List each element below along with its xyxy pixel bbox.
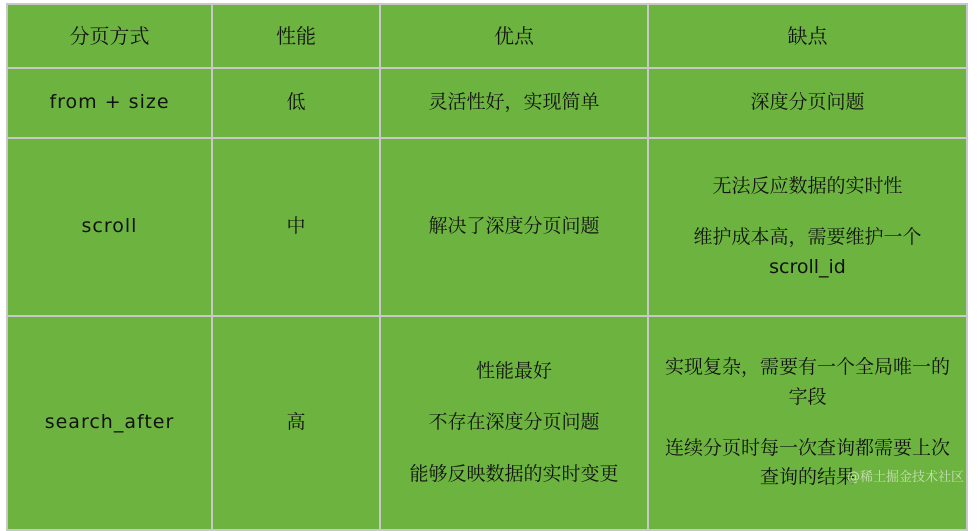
cell-pros xyxy=(380,138,648,316)
cell-pros-line: 能够反映数据的实时变更 xyxy=(409,462,619,485)
cell-performance: 中 xyxy=(212,138,380,316)
cell-pros xyxy=(380,316,648,530)
table-header-row xyxy=(7,4,967,68)
cell-pros-line: 不存在深度分页问题 xyxy=(428,411,600,434)
cell-method: search_after xyxy=(7,316,212,530)
cell-method: scroll xyxy=(7,138,212,316)
table-row xyxy=(7,316,967,530)
watermark: @稀土掘金技术社区 xyxy=(846,470,964,485)
cell-cons-line: 连续分页时每一次查询都需要上次查询的结果 xyxy=(664,437,950,489)
table-row xyxy=(7,138,967,316)
table-row xyxy=(7,68,967,138)
column-header-method: 分页方式 xyxy=(7,4,212,68)
cell-cons-line: 维护成本高，需要维护一个 scroll_id xyxy=(693,226,922,278)
column-header-cons: 缺点 xyxy=(648,4,967,68)
cell-method: from + size xyxy=(7,68,212,138)
cell-cons-line: 深度分页问题 xyxy=(750,91,865,114)
cell-cons-line: 无法反应数据的实时性 xyxy=(712,174,903,197)
cell-pros xyxy=(380,68,648,138)
cell-pros-line: 灵活性好，实现简单 xyxy=(428,91,600,114)
cell-performance: 低 xyxy=(212,68,380,138)
cell-cons-line: 实现复杂，需要有一个全局唯一的字段 xyxy=(664,356,950,408)
column-header-pros: 优点 xyxy=(380,4,648,68)
cell-cons xyxy=(648,68,967,138)
cell-cons xyxy=(648,316,967,530)
pagination-comparison-table xyxy=(6,3,968,531)
cell-pros-line: 解决了深度分页问题 xyxy=(428,215,600,238)
column-header-performance: 性能 xyxy=(212,4,380,68)
comparison-table-container xyxy=(0,3,978,493)
cell-pros-line: 性能最好 xyxy=(475,359,552,382)
cell-performance: 高 xyxy=(212,316,380,530)
cell-cons xyxy=(648,138,967,316)
